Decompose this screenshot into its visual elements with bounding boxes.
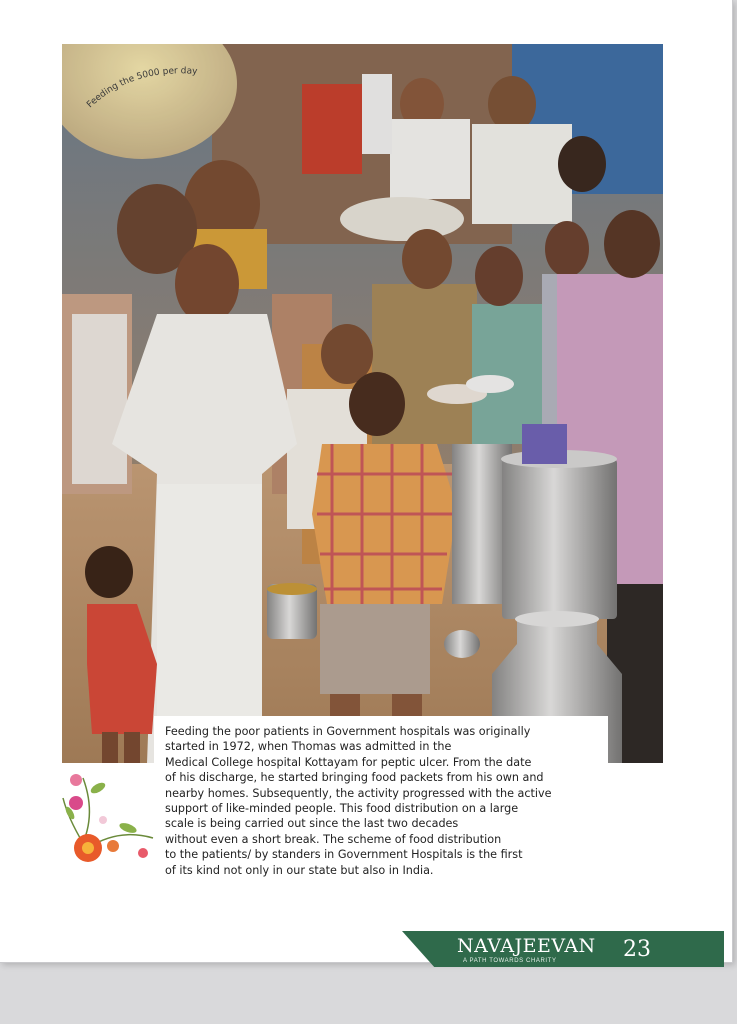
- article-line: without even a short break. The scheme of food distribution: [165, 832, 502, 846]
- article-line: Feeding the poor patients in Government hospitals was originally: [165, 725, 531, 738]
- brand-name: NAVAJEEVAN: [457, 935, 596, 957]
- article-line: started in 1972, when Thomas was admitted in the: [165, 740, 452, 754]
- article-line: Medical College hospital Kottayam for peptic ulcer. From the date: [165, 755, 532, 769]
- article-line: scale is being carried out since the last two decades: [165, 817, 459, 831]
- inset-caption: [82, 58, 242, 118]
- article-line: support of like-minded people. This food distribution on a large: [165, 802, 519, 816]
- article-line: of his discharge, he started bringing food packets from his own and: [165, 771, 544, 785]
- article-line: of its kind not only in our state but also in India.: [165, 863, 434, 877]
- photo-collage: [62, 44, 663, 763]
- flower-decoration: [58, 758, 168, 868]
- food-distribution-photo: [62, 44, 663, 763]
- article-line: nearby homes. Subsequently, the activity progressed with the active: [165, 786, 552, 800]
- brand-tagline: A PATH TOWARDS CHARITY: [463, 958, 557, 964]
- article-line: to the patients/ by standers in Government Hospitals is the first: [165, 848, 523, 862]
- svg-text:Feeding the 5000 per day: [85, 66, 198, 110]
- inset-caption-text: Feeding the 5000 per day: [85, 66, 198, 111]
- page-number: 23: [623, 937, 651, 962]
- article-text: [154, 716, 608, 886]
